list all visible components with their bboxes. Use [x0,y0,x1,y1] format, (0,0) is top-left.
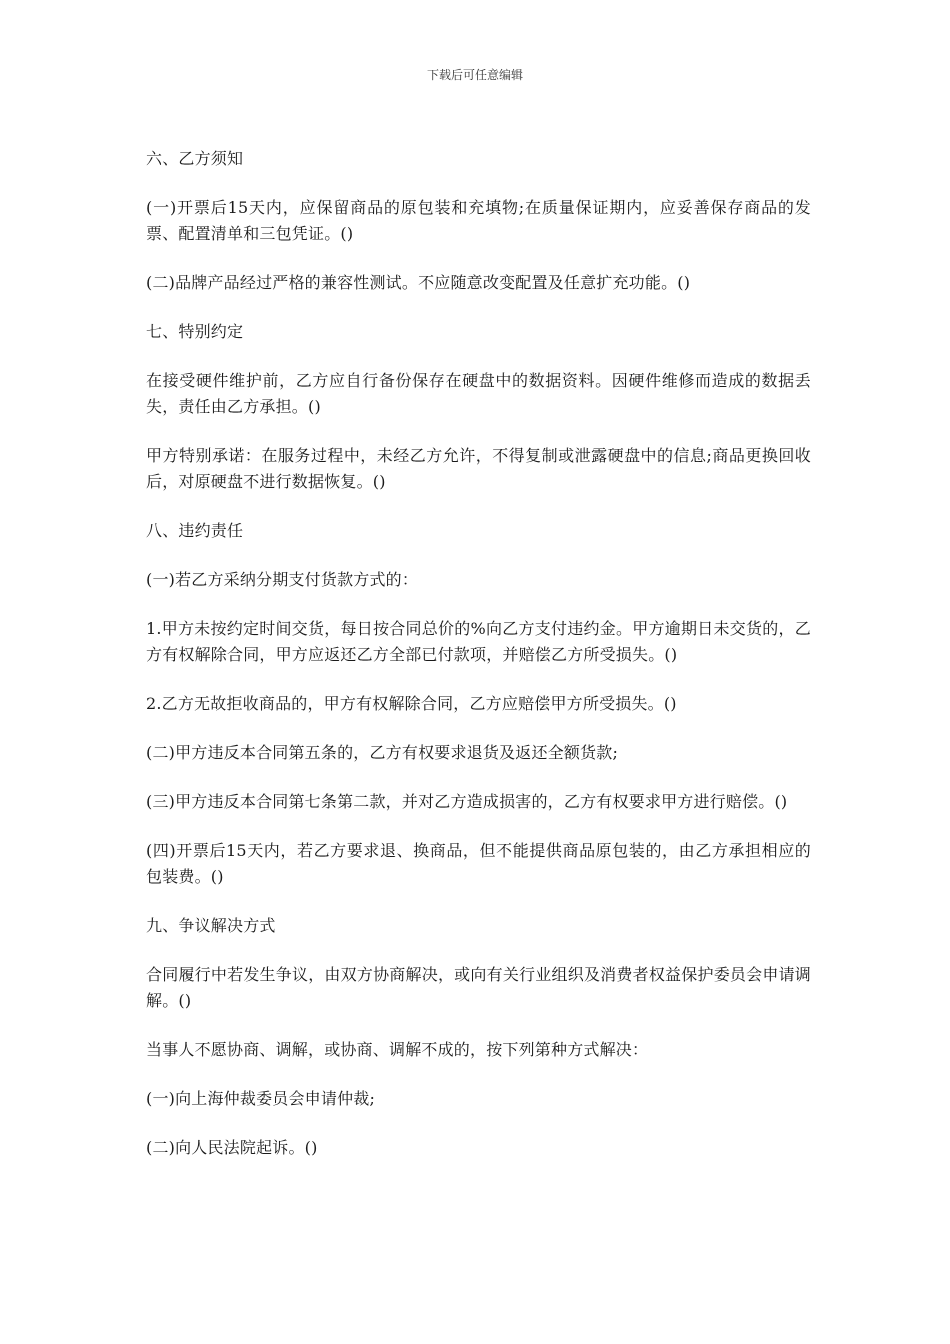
clause-8-2: (二)甲方违反本合同第五条的，乙方有权要求退货及返还全额货款; [146,743,619,762]
clause-8-4: (四)开票后15天内，若乙方要求退、换商品，但不能提供商品原包装的，由乙方承担相应的包装费。() [146,841,811,886]
section-heading-7: 七、特别约定 [146,322,244,341]
clause-9-mediation: 合同履行中若发生争议，由双方协商解决，或向有关行业组织及消费者权益保护委员会申请调解。() [146,965,811,1010]
clause-9-litigation: (二)向人民法院起诉。() [146,1138,318,1157]
clause-8-1: (一)若乙方采纳分期支付货款方式的： [146,570,419,589]
clause-7-backup: 在接受硬件维护前，乙方应自行备份保存在硬盘中的数据资料。因硬件维修而造成的数据丢失，责任由乙方承担。() [146,371,811,416]
clause-8-3: (三)甲方违反本合同第七条第二款，并对乙方造成损害的，乙方有权要求甲方进行赔偿。() [146,792,788,811]
clause-6-1: (一)开票后15天内，应保留商品的原包装和充填物;在质量保证期内，应妥善保存商品的发票、配置清单和三包凭证。() [146,198,811,243]
header-note: 下载后可任意编辑 [426,68,523,82]
section-heading-9: 九、争议解决方式 [146,916,276,935]
clause-8-1-item-1: 1.甲方未按约定时间交货，每日按合同总价的%向乙方支付违约金。甲方逾期日未交货的，乙方有权解除合同，甲方应返还乙方全部已付款项，并赔偿乙方所受损失。() [146,619,811,664]
clause-6-2: (二)品牌产品经过严格的兼容性测试。不应随意改变配置及任意扩充功能。() [146,273,691,292]
document-body [146,146,811,1184]
clause-9-resolution: 当事人不愿协商、调解，或协商、调解不成的，按下列第种方式解决： [146,1040,649,1059]
clause-9-arbitration: (一)向上海仲裁委员会申请仲裁; [146,1089,376,1108]
section-heading-6: 六、乙方须知 [146,149,244,168]
clause-8-1-item-2: 2.乙方无故拒收商品的，甲方有权解除合同，乙方应赔偿甲方所受损失。() [146,694,677,713]
section-heading-8: 八、违约责任 [146,521,244,540]
clause-7-promise: 甲方特别承诺：在服务过程中，未经乙方允许，不得复制或泄露硬盘中的信息;商品更换回收后，对原硬盘不进行数据恢复。() [146,446,811,491]
